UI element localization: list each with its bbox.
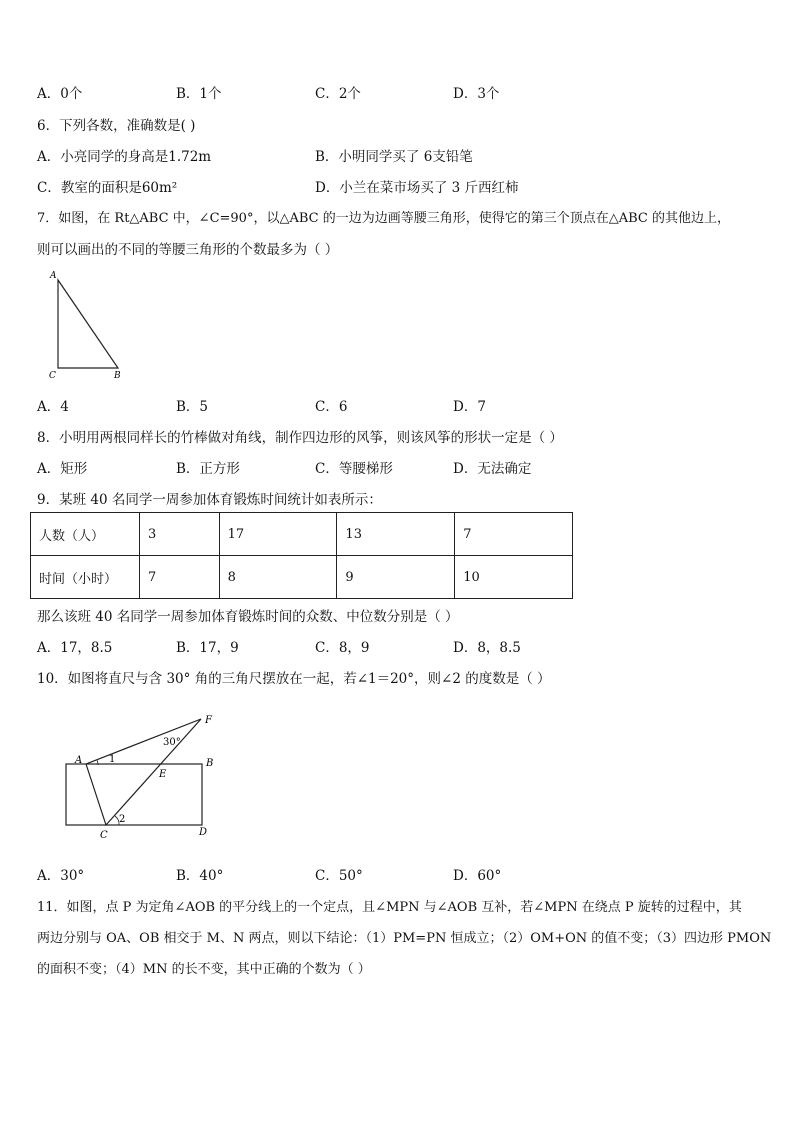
table-row bbox=[31, 556, 573, 599]
q6-option-b: B．小明同学买了 6支铅笔 bbox=[315, 149, 473, 165]
label-b: B bbox=[206, 758, 214, 769]
q7-option-d: D．7 bbox=[453, 399, 486, 415]
q10-option-a: A．30° bbox=[37, 868, 85, 884]
label-a: A bbox=[50, 271, 57, 281]
q6-option-a: A．小亮同学的身高是1.72m bbox=[37, 149, 212, 165]
table-cell: 3 bbox=[140, 513, 220, 556]
label-c: C bbox=[100, 830, 108, 841]
label-30-degrees: 30° bbox=[163, 737, 181, 748]
table-cell: 17 bbox=[219, 513, 337, 556]
q6-stem: 6．下列各数，准确数是( ) bbox=[37, 118, 196, 134]
table-cell: 13 bbox=[337, 513, 455, 556]
q5-option-c: C．2个 bbox=[315, 86, 361, 102]
label-d: D bbox=[199, 827, 208, 838]
q8-stem: 8．小明用两根同样长的竹棒做对角线，制作四边形的风筝，则该风筝的形状一定是（ ） bbox=[37, 430, 563, 446]
q5-option-a: A．0个 bbox=[37, 86, 83, 102]
q10-stem: 10．如图将直尺与含 30° 角的三角尺摆放在一起，若∠1＝20°，则∠2 的度数是（ ） bbox=[37, 671, 551, 687]
label-angle-2: 2 bbox=[119, 814, 126, 825]
table-cell: 7 bbox=[140, 556, 220, 599]
label-a: A bbox=[75, 755, 83, 766]
q5-option-b: B．1个 bbox=[176, 86, 222, 102]
label-c: C bbox=[49, 371, 56, 381]
label-f: F bbox=[205, 715, 212, 726]
q11-line1: 11．如图，点 P 为定角∠AOB 的平分线上的一个定点，且∠MPN 与∠AOB 互补，若∠MPN 在绕点 P 旋转的过程中，其 bbox=[37, 900, 742, 915]
row-label-count: 人数（人） bbox=[31, 513, 140, 556]
q11-line2: 两边分别与 OA、OB 相交于 M、N 两点，则以下结论：（1）PM=PN 恒成立；（2）OM+ON 的值不变；（3）四边形 PMON bbox=[37, 931, 772, 946]
q8-option-b: B．正方形 bbox=[176, 461, 240, 477]
table-row bbox=[31, 513, 573, 556]
q7-right-triangle-figure bbox=[40, 268, 140, 383]
q8-option-c: C．等腰梯形 bbox=[315, 461, 393, 477]
label-e: E bbox=[159, 769, 167, 780]
q9-option-a: A．17，8.5 bbox=[37, 640, 113, 656]
q9-option-d: D．8，8.5 bbox=[453, 640, 521, 656]
q6-option-d: D．小兰在菜市场买了 3 斤西红柿 bbox=[315, 180, 519, 196]
q9-stem: 9．某班 40 名同学一周参加体育锻炼时间统计如表所示： bbox=[37, 492, 382, 508]
q7-option-c: C．6 bbox=[315, 399, 348, 415]
q9-option-c: C．8，9 bbox=[315, 640, 370, 656]
q8-option-d: D．无法确定 bbox=[453, 461, 532, 477]
set-square-triangle bbox=[86, 719, 201, 825]
label-b: B bbox=[114, 371, 121, 381]
q11-line3: 的面积不变；（4）MN 的长不变，其中正确的个数为（ ） bbox=[37, 962, 371, 977]
triangle-abc bbox=[58, 280, 118, 368]
row-label-time: 时间（小时） bbox=[31, 556, 140, 599]
label-angle-1: 1 bbox=[109, 754, 116, 765]
q7-stem-line2: 则可以画出的不同的等腰三角形的个数最多为（ ） bbox=[37, 242, 339, 258]
q10-option-b: B．40° bbox=[176, 868, 224, 884]
table-cell: 10 bbox=[455, 556, 573, 599]
q8-option-a: A．矩形 bbox=[37, 461, 88, 477]
q10-option-c: C．50° bbox=[315, 868, 363, 884]
q5-option-d: D．3个 bbox=[453, 86, 500, 102]
q9-option-b: B．17，9 bbox=[176, 640, 239, 656]
q6-option-c: C．教室的面积是60m² bbox=[37, 180, 178, 196]
q10-ruler-triangle-figure bbox=[55, 708, 225, 843]
table-cell: 7 bbox=[455, 513, 573, 556]
q7-option-b: B．5 bbox=[176, 399, 209, 415]
q9-table bbox=[30, 512, 573, 599]
q7-option-a: A．4 bbox=[37, 399, 69, 415]
q10-option-d: D．60° bbox=[453, 868, 502, 884]
q7-stem-line1: 7．如图，在 Rt△ABC 中，∠C=90°，以△ABC 的一边为边画等腰三角形，使得它的第三个顶点在△ABC 的其他边上， bbox=[37, 211, 730, 226]
q9-question: 那么该班 40 名同学一周参加体育锻炼时间的众数、中位数分别是（ ） bbox=[37, 609, 459, 625]
table-cell: 8 bbox=[219, 556, 337, 599]
table-cell: 9 bbox=[337, 556, 455, 599]
